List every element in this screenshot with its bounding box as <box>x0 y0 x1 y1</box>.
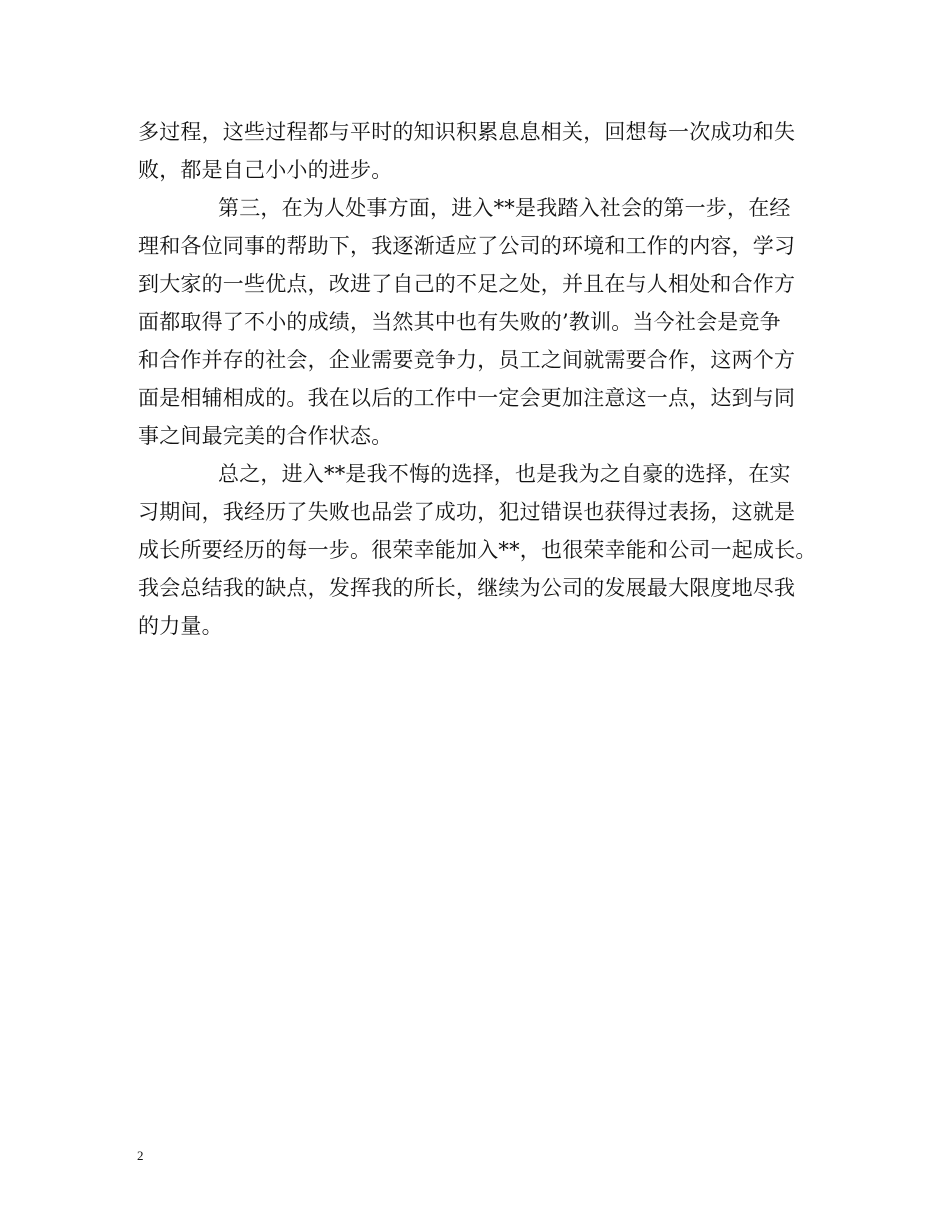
text-line: 面都取得了不小的成绩，当然其中也有失败的’教训。当今社会是竞争 <box>138 310 781 334</box>
paragraph-third <box>138 189 838 455</box>
text-line: 到大家的一些优点，改进了自己的不足之处，并且在与人相处和合作方 <box>138 272 796 296</box>
text-line: 习期间，我经历了失败也品尝了成功，犯过错误也获得过表扬，这就是 <box>138 500 796 524</box>
text-line: 理和各位同事的帮助下，我逐渐适应了公司的环境和工作的内容，学习 <box>138 234 796 258</box>
text-line: 败，都是自己小小的进步。 <box>138 158 393 182</box>
paragraph-continued <box>138 113 838 189</box>
text-line: 多过程，这些过程都与平时的知识积累息息相关，回想每一次成功和失 <box>138 120 796 144</box>
text-line: 事之间最完美的合作状态。 <box>138 424 393 448</box>
text-line: 成长所要经历的每一步。很荣幸能加入**，也很荣幸能和公司一起成长。 <box>138 538 817 562</box>
paragraph-summary <box>138 455 838 645</box>
text-line: 第三，在为人处事方面，进入**是我踏入社会的第一步，在经 <box>218 196 791 220</box>
document-body <box>138 113 838 645</box>
text-line: 和合作并存的社会，企业需要竞争力，员工之间就需要合作，这两个方 <box>138 348 796 372</box>
text-line: 面是相辅相成的。我在以后的工作中一定会更加注意这一点，达到与同 <box>138 386 796 410</box>
text-line: 我会总结我的缺点，发挥我的所长，继续为公司的发展最大限度地尽我 <box>138 576 796 600</box>
page-number: 2 <box>137 1148 144 1163</box>
text-line: 总之，进入**是我不悔的选择，也是我为之自豪的选择，在实 <box>218 462 791 486</box>
text-line: 的力量。 <box>138 614 223 638</box>
